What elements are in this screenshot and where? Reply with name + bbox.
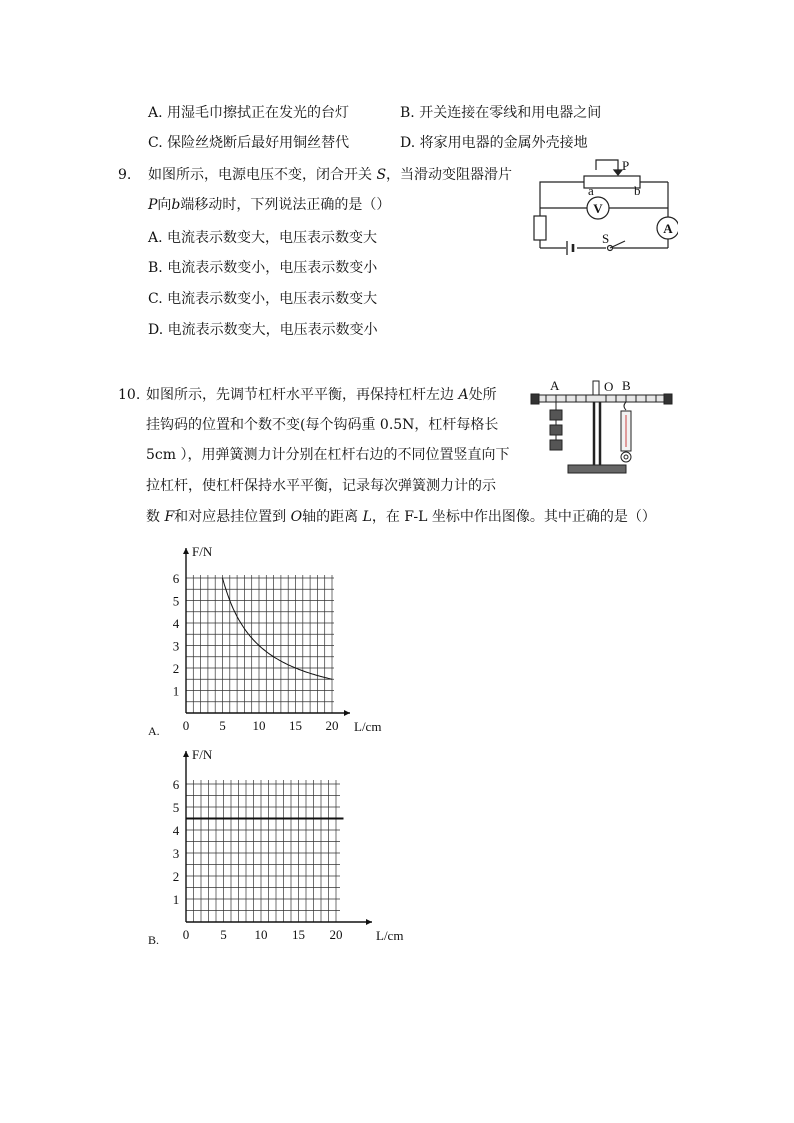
- q9-number: 9.: [118, 167, 132, 183]
- x-axis-label: L/cm: [354, 719, 382, 734]
- q10-var-a: A: [458, 387, 469, 403]
- y-tick-label: 2: [172, 869, 180, 884]
- y-tick-label: 1: [172, 892, 180, 907]
- x-axis-arrow: [366, 919, 372, 925]
- y-tick-label: 6: [172, 777, 180, 792]
- x-tick-label: 20: [329, 927, 343, 942]
- q9-option-a: A. 电流表示数变大，电压表示数变大: [148, 230, 378, 246]
- q9-stem-text: ，当滑动变阻器滑片: [386, 167, 513, 183]
- series-curve: [223, 578, 333, 679]
- q10-stem-text: 处所: [468, 387, 497, 403]
- q10-stem-text: 轴的距离: [302, 509, 359, 525]
- x-tick-label: 10: [254, 927, 268, 942]
- x-tick-label: 0: [182, 718, 190, 733]
- q10-stem-text: 数: [146, 509, 160, 525]
- circuit-label-b: b: [634, 183, 641, 198]
- ammeter-label: A: [663, 221, 673, 236]
- x-tick-label: 0: [182, 927, 190, 942]
- q10-stem-text: 和对应悬挂位置到: [174, 509, 287, 525]
- y-tick-label: 1: [172, 683, 180, 699]
- x-tick-label: 20: [325, 718, 339, 733]
- y-tick-label: 3: [172, 638, 180, 654]
- q10-stem-line4: 拉杠杆，使杠杆保持水平平衡，记录每次弹簧测力计的示: [146, 478, 496, 494]
- chart-option-a: [140, 540, 400, 740]
- grid: [186, 780, 340, 922]
- q9-option-b: B. 电流表示数变小，电压表示数变小: [148, 260, 378, 276]
- voltmeter-label: V: [593, 201, 603, 216]
- q8-option-b: B. 开关连接在零线和用电器之间: [400, 105, 602, 121]
- x-tick-label: 10: [252, 718, 266, 733]
- x-tick-label: 15: [289, 718, 302, 733]
- q10-stem-line3: 5cm ），用弹簧测力计分别在杠杆右边的不同位置竖直向下: [146, 447, 510, 463]
- grid: [186, 575, 334, 713]
- q10-var-o: O: [290, 509, 303, 525]
- q8-option-c: C. 保险丝烧断后最好用铜丝替代: [148, 135, 350, 151]
- lever-label-b: B: [622, 378, 631, 393]
- chart-option-b: [140, 745, 420, 950]
- q9-stem-text: 向: [157, 197, 172, 213]
- y-axis-label: F/N: [192, 747, 213, 762]
- option-label: B.: [148, 933, 160, 947]
- y-tick-label: 3: [172, 846, 180, 861]
- x-tick-label: 15: [292, 927, 305, 942]
- switch-label: S: [602, 231, 610, 246]
- y-axis-arrow: [183, 751, 189, 757]
- q9-option-d: D. 电流表示数变大，电压表示数变小: [148, 322, 378, 338]
- x-tick-label: 5: [219, 718, 226, 733]
- q10-stem-text: ，在 F-L 坐标中作出图像。其中正确的是（）: [371, 509, 656, 525]
- circuit-diagram: [528, 158, 678, 260]
- q9-var-p: P: [148, 197, 158, 213]
- circuit-label-p: P: [622, 158, 630, 173]
- y-tick-label: 6: [172, 571, 180, 586]
- q10-var-f: F: [164, 509, 175, 525]
- q8-option-d: D. 将家用电器的金属外壳接地: [400, 135, 588, 151]
- lever-label-o: O: [604, 379, 614, 394]
- circuit-label-a: a: [588, 183, 594, 198]
- lever-label-a: A: [550, 378, 560, 393]
- q8-option-a: A. 用湿毛巾擦拭正在发光的台灯: [148, 105, 350, 121]
- q9-var-b: b: [171, 197, 181, 213]
- lever-diagram: [530, 375, 675, 477]
- q9-option-c: C. 电流表示数变小，电压表示数变大: [148, 291, 378, 307]
- q9-var-s: S: [376, 167, 387, 183]
- q9-stem-line1: [148, 166, 512, 184]
- q10-stem-line5: [146, 508, 656, 526]
- option-label: A.: [148, 724, 160, 738]
- q10-number: 10.: [118, 387, 141, 403]
- x-tick-label: 5: [220, 927, 227, 942]
- q9-stem-text: 如图所示，电源电压不变，闭合开关: [148, 167, 372, 183]
- q10-stem-text: 如图所示，先调节杠杆水平平衡，再保持杠杆左边: [146, 387, 454, 403]
- y-tick-label: 2: [172, 661, 180, 676]
- y-tick-label: 4: [172, 616, 180, 631]
- y-tick-label: 5: [172, 800, 180, 815]
- q9-stem-text: 端移动时，下列说法正确的是（）: [180, 197, 391, 213]
- x-axis-arrow: [344, 710, 350, 716]
- x-axis-label: L/cm: [376, 928, 404, 943]
- y-tick-label: 5: [172, 593, 180, 609]
- y-axis-label: F/N: [192, 544, 213, 559]
- y-axis-arrow: [183, 548, 189, 554]
- q9-stem-line2: [148, 196, 390, 214]
- q10-stem-line2: 挂钩码的位置和个数不变(每个钩码重 0.5N，杠杆每格长: [146, 417, 499, 433]
- q10-var-l: L: [362, 509, 372, 525]
- q10-stem-line1: [146, 386, 497, 404]
- y-tick-label: 4: [172, 823, 180, 838]
